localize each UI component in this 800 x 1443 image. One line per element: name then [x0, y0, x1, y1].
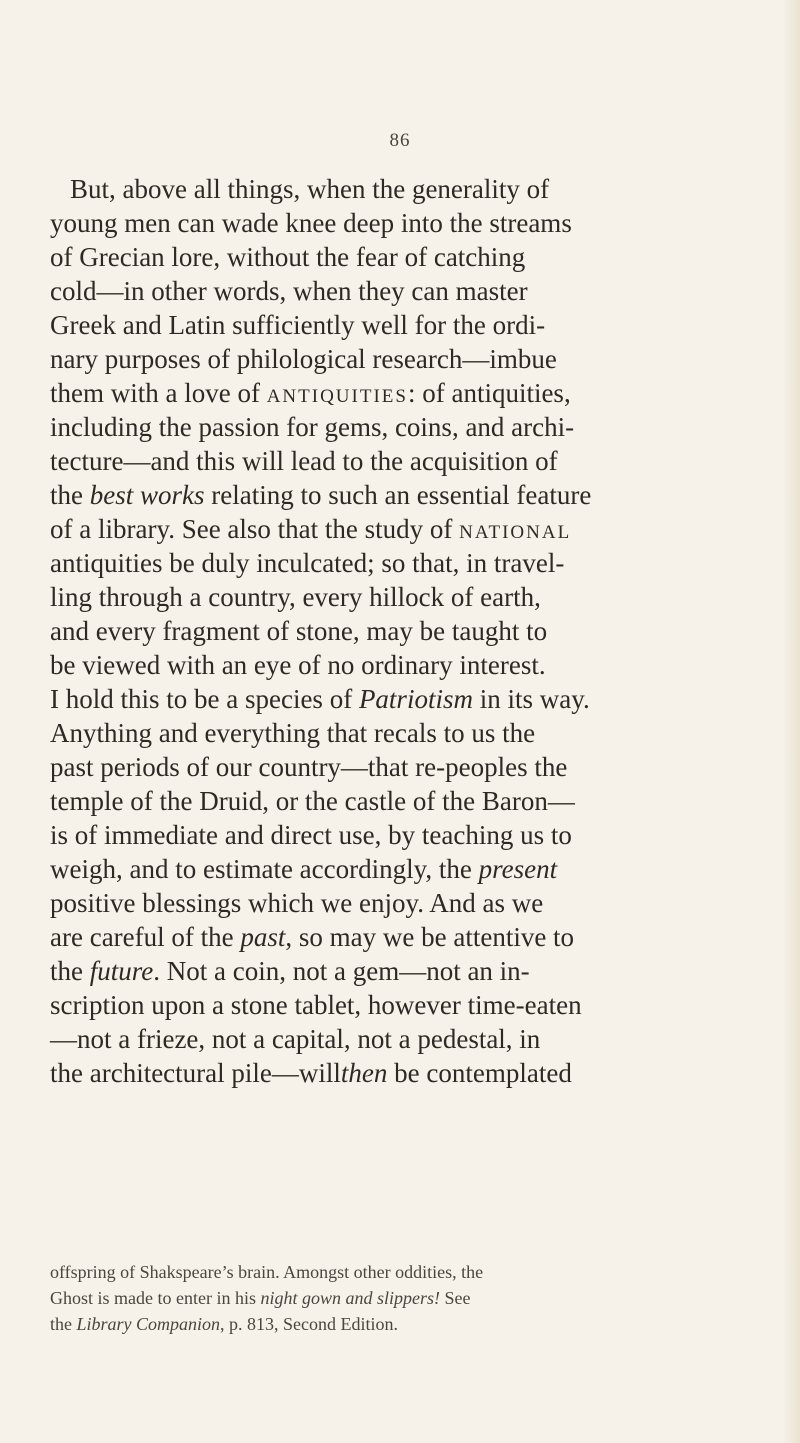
text-line [50, 376, 571, 410]
italic-term: Patriotism [358, 684, 473, 714]
text-line [50, 682, 590, 716]
text-line: scription upon a stone tablet, however time-eaten [50, 990, 582, 1020]
text-run: are careful of the [50, 922, 234, 952]
text-line: of Grecian lore, without the fear of catching [50, 242, 526, 272]
text-run: the [50, 480, 90, 510]
text-line: ling through a country, every hillock of earth, [50, 582, 541, 612]
italic-term: then [340, 1058, 388, 1088]
italic-term: night gown and slippers! [260, 1288, 440, 1308]
text-line [50, 512, 571, 546]
text-line: positive blessings which we enjoy. And as we [50, 888, 544, 918]
text-run: I hold this to be a species of [50, 684, 359, 714]
text-line: But, above all things, when the generality of [70, 174, 550, 204]
text-line: Anything and everything that recals to us the [50, 718, 536, 748]
text-run: . Not a coin, not a gem—not an in- [153, 956, 530, 986]
text-line [50, 852, 557, 886]
text-run: : of antiquities, [407, 378, 571, 408]
text-run: be contemplated [387, 1058, 572, 1088]
italic-term: future [89, 956, 154, 986]
text-line: past periods of our country—that re-peoples the [50, 752, 568, 782]
text-line: including the passion for gems, coins, and archi- [50, 412, 575, 442]
text-line: is of immediate and direct use, by teaching us to [50, 820, 572, 850]
text-line: cold—in other words, when they can master [50, 276, 528, 306]
text-line: nary purposes of philological research—imbue [50, 344, 557, 374]
text-run: , so may we be attentive to [285, 922, 575, 952]
text-line: and every fragment of stone, may be taught to [50, 616, 548, 646]
text-run: See [440, 1288, 471, 1308]
page-edge-shadow [782, 0, 800, 1443]
text-run: of a library. See also that the study of [50, 514, 460, 544]
text-run: in its way. [472, 684, 590, 714]
text-run: weigh, and to estimate accordingly, the [50, 854, 472, 884]
text-line: be viewed with an eye of no ordinary interest. [50, 650, 546, 680]
text-run: , p. 813, Second Edition. [220, 1314, 399, 1334]
text-line [50, 478, 591, 512]
text-line: tecture—and this will lead to the acquisition of [50, 446, 558, 476]
page-number: 86 [389, 130, 411, 151]
text-line [50, 954, 530, 988]
text-line: young men can wade knee deep into the streams [50, 208, 572, 238]
text-line: Greek and Latin sufficiently well for the ordi- [50, 310, 546, 340]
small-caps-term: antiquities [266, 378, 408, 408]
text-run: the [50, 956, 83, 986]
text-run: them with a love of [50, 378, 267, 408]
italic-term: past [240, 922, 286, 952]
footnote-line [50, 1286, 471, 1310]
text-run: the [50, 1314, 77, 1334]
italic-term: present [478, 854, 558, 884]
text-line: —not a frieze, not a capital, not a pedestal, in [50, 1024, 541, 1054]
footnote-line: offspring of Shakspeare’s brain. Amongst other oddities, the [50, 1262, 484, 1282]
text-run: relating to such an essential feature [204, 480, 592, 510]
small-caps-term: national [459, 514, 572, 544]
text-run: Ghost is made to enter in his [50, 1288, 261, 1308]
text-line: temple of the Druid, or the castle of the Baron— [50, 786, 575, 816]
text-line [50, 1056, 572, 1090]
text-line [50, 920, 574, 954]
italic-term: best works [89, 480, 205, 510]
text-run: the architectural pile—will [50, 1058, 341, 1088]
text-line: antiquities be duly inculcated; so that, in travel- [50, 548, 565, 578]
footnote-line [50, 1312, 398, 1336]
italic-term: Library Companion [76, 1314, 221, 1334]
